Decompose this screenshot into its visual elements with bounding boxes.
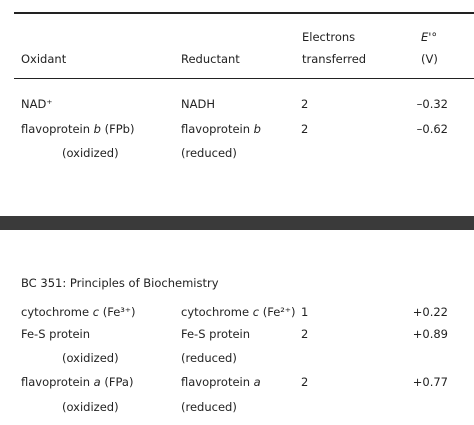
- row-cytc-oxidant: cytochrome c (Fe³⁺): [21, 305, 136, 319]
- header-bottom-rule: [14, 78, 474, 79]
- row-fpb-oxidant-state: (oxidized): [62, 146, 119, 160]
- footer-caption: BC 351: Principles of Biochemistry: [21, 276, 219, 290]
- row-nad-electrons: 2: [301, 97, 309, 111]
- row-fpa-oxidant-state: (oxidized): [62, 400, 119, 414]
- header-electrons-line1: Electrons: [302, 30, 356, 44]
- row-fes-e: +0.89: [412, 327, 448, 341]
- row-fpa-oxidant: flavoprotein a (FPa): [21, 375, 134, 389]
- row-cytc-electrons: 1: [301, 305, 309, 319]
- row-cytc-e: +0.22: [412, 305, 448, 319]
- row-fpb-reductant-state: (reduced): [181, 146, 237, 160]
- slide-divider: [0, 216, 474, 230]
- table-top-rule: [14, 12, 474, 14]
- row-fpb-oxidant: flavoprotein b (FPb): [21, 122, 135, 136]
- row-fes-reductant: Fe-S protein: [181, 327, 251, 341]
- row-fes-oxidant-state: (oxidized): [62, 351, 119, 365]
- row-nad-oxidant: NAD⁺: [21, 97, 53, 111]
- header-oxidant: Oxidant: [21, 52, 67, 66]
- row-fpa-electrons: 2: [301, 375, 309, 389]
- header-electrons-line2: transferred: [302, 52, 367, 66]
- row-fpb-reductant: flavoprotein b: [181, 122, 261, 136]
- row-fes-electrons: 2: [301, 327, 309, 341]
- row-fpa-reductant: flavoprotein a: [181, 375, 261, 389]
- row-fes-reductant-state: (reduced): [181, 351, 237, 365]
- row-fes-oxidant: Fe-S protein: [21, 327, 91, 341]
- header-e-symbol: E'°: [421, 30, 438, 44]
- row-fpa-reductant-state: (reduced): [181, 400, 237, 414]
- row-cytc-reductant: cytochrome c (Fe²⁺): [181, 305, 296, 319]
- row-fpa-e: +0.77: [412, 375, 448, 389]
- row-nad-reductant: NADH: [181, 97, 215, 111]
- header-e-unit: (V): [421, 52, 438, 66]
- row-fpb-electrons: 2: [301, 122, 309, 136]
- row-nad-e: –0.32: [416, 97, 448, 111]
- row-fpb-e: –0.62: [416, 122, 448, 136]
- header-reductant: Reductant: [181, 52, 240, 66]
